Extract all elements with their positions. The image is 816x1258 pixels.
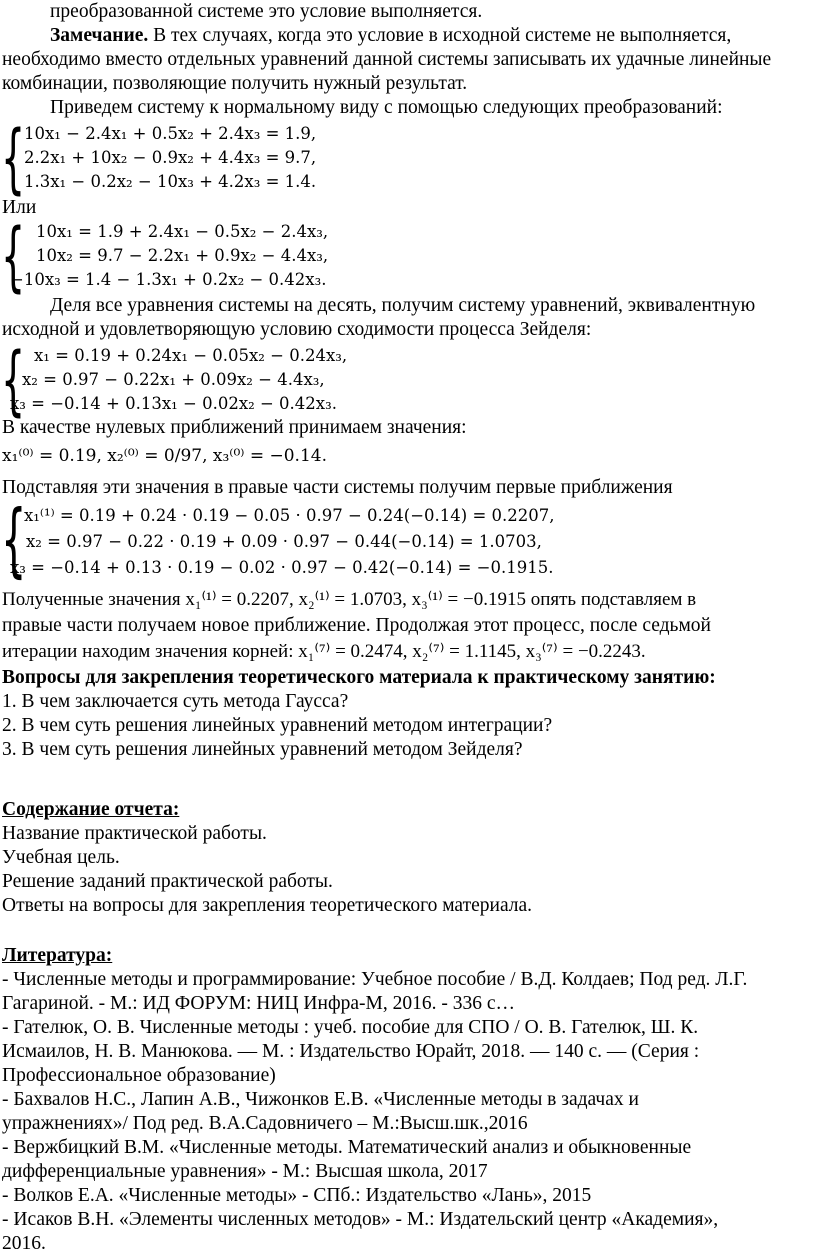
literature-line: - Волков Е.А. «Численные методы» - СПб.: Издательство «Лань», 2015 [2, 1185, 592, 1206]
text-line: исходной и удовлетворяющую условию сходимости процесса Зейделя: [2, 319, 592, 340]
brace-icon: { [1, 493, 27, 586]
literature-line: - Бахвалов Н.С., Лапин А.В., Чижонков Е.В. «Численные методы в задачах и [2, 1089, 639, 1110]
text-line: преобразованной системе это условие выполняется. [50, 1, 483, 22]
literature-heading: Литература: [2, 945, 113, 966]
brace-icon: { [1, 113, 26, 202]
literature-line: Исмаилов, Н. В. Манюкова. — М. : Издательство Юрайт, 2018. — 140 с. — (Серия : [2, 1041, 700, 1062]
literature-line: - Вержбицкий В.М. «Численные методы. Математический анализ и обыкновенные [2, 1137, 692, 1158]
note-label: Замечание. [50, 25, 149, 46]
literature-line: 2016. [2, 1233, 46, 1254]
equation-line: x₃ = −0.14 + 0.13 · 0.19 − 0.02 · 0.97 − 0.42(−0.14) = −0.1915. [10, 558, 554, 577]
text-line: комбинации, позволяющие получить нужный результат. [2, 73, 468, 94]
text-line: необходимо вместо отдельных уравнений данной системы записывать их удачные линейные [2, 49, 772, 70]
brace-icon: { [1, 211, 26, 300]
list-item: 2. В чем суть решения линейных уравнений методом интеграции? [2, 715, 553, 736]
equation-line: x₁⁽¹⁾ = 0.19 + 0.24 · 0.19 − 0.05 · 0.97 − 0.24(−0.14) = 0.2207, [24, 506, 555, 525]
literature-line: упражнениях»/ Под ред. В.А.Садовничего – М.:Высш.шк.,2016 [2, 1113, 528, 1134]
literature-line: Гагариной. - М.: ИД ФОРУМ: НИЦ Инфра-М, 2016. - 336 с… [2, 993, 515, 1014]
equation-line: x₃ = −0.14 + 0.13x₁ − 0.02x₂ − 0.42x₃. [10, 394, 337, 413]
note-text: В тех случаях, когда это условие в исходной системе не выполняется, [153, 25, 732, 46]
literature-line: - Гателюк, О. В. Численные методы : учеб. пособие для СПО / О. В. Гателюк, Ш. К. [2, 1017, 699, 1038]
list-item: Учебная цель. [2, 847, 120, 868]
report-heading: Содержание отчета: [2, 799, 180, 820]
equation-line: −10x₃ = 1.4 − 1.3x₁ + 0.2x₂ − 0.42x₃. [10, 270, 327, 289]
text-line: Деля все уравнения системы на десять, получим систему уравнений, эквивалентную [50, 295, 756, 316]
text-line: Полученные значения x₁⁽¹⁾ = 0.2207, x₂⁽¹⁾ = 1.0703, x₃⁽¹⁾ = −0.1915 опять подставляем в [2, 589, 697, 610]
list-item: Название практической работы. [2, 823, 267, 844]
equation-line: 2.2x₁ + 10x₂ − 0.9x₂ + 4.4x₃ = 9.7, [24, 148, 317, 167]
literature-line: Профессиональное образование) [2, 1065, 276, 1086]
equation-line: 10x₁ = 1.9 + 2.4x₁ − 0.5x₂ − 2.4x₃, [36, 222, 329, 241]
text-line: Приведем систему к нормальному виду с помощью следующих преобразований: [50, 97, 723, 118]
equation-line: 1.3x₁ − 0.2x₂ − 10x₃ + 4.2x₃ = 1.4. [24, 172, 317, 191]
formula-line: x₁⁽⁰⁾ = 0.19, x₂⁽⁰⁾ = 0/97, x₃⁽⁰⁾ = −0.14. [2, 446, 328, 466]
text-line: правые части получаем новое приближение. Продолжая этот процесс, после седьмой [2, 615, 711, 636]
equation-line: x₁ = 0.19 + 0.24x₁ − 0.05x₂ − 0.24x₃, [34, 346, 348, 365]
list-item: 3. В чем суть решения линейных уравнений методом Зейделя? [2, 739, 523, 760]
literature-line: - Исаков В.Н. «Элементы численных методов» - М.: Издательский центр «Академия», [2, 1209, 719, 1230]
text-line: Подставляя эти значения в правые части системы получим первые приближения [2, 477, 673, 498]
list-item: 1. В чем заключается суть метода Гаусса? [2, 691, 349, 712]
brace-icon: { [1, 335, 26, 424]
questions-heading: Вопросы для закрепления теоретического материала к практическому занятию: [2, 667, 716, 688]
equation-line: x₂ = 0.97 − 0.22x₁ + 0.09x₂ − 4.4x₃, [22, 370, 325, 389]
list-item: Ответы на вопросы для закрепления теоретического материала. [2, 895, 533, 916]
equation-line: 10x₁ − 2.4x₁ + 0.5x₂ + 2.4x₃ = 1.9, [24, 124, 317, 143]
literature-line: - Численные методы и программирование: Учебное пособие / В.Д. Колдаев; Под ред. Л.Г. [2, 969, 748, 990]
list-item: Решение заданий практической работы. [2, 871, 333, 892]
text-line: Или [2, 197, 37, 218]
literature-line: дифференциальные уравнения» - М.: Высшая школа, 2017 [2, 1161, 488, 1182]
equation-line: x₂ = 0.97 − 0.22 · 0.19 + 0.09 · 0.97 − 0.44(−0.14) = 1.0703, [26, 532, 542, 551]
note-paragraph [50, 24, 812, 48]
text-line: В качестве нулевых приближений принимаем значения: [2, 417, 467, 438]
text-line: итерации находим значения корней: x₁⁽⁷⁾ = 0.2474, x₂⁽⁷⁾ = 1.1145, x₃⁽⁷⁾ = −0.2243. [2, 641, 646, 662]
equation-line: 10x₂ = 9.7 − 2.2x₁ + 0.9x₂ − 4.4x₃, [36, 246, 329, 265]
